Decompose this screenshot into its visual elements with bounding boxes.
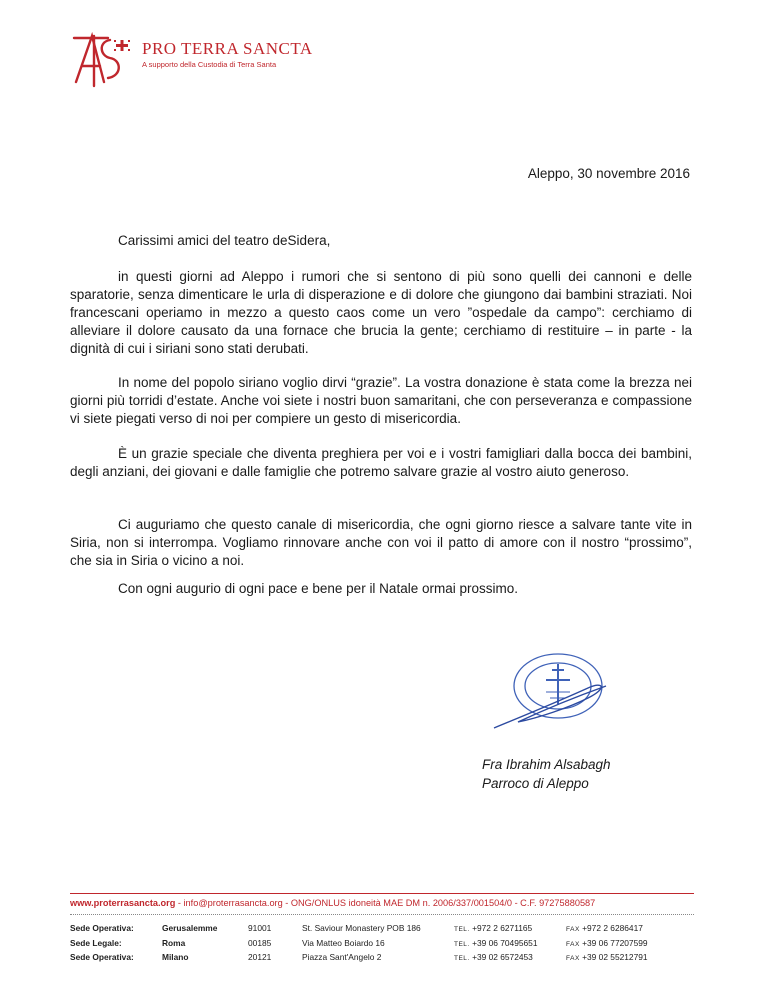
footer-dotted-divider (70, 914, 694, 915)
official-stamp-icon (488, 648, 618, 738)
letterhead-title: PRO TERRA SANCTA (142, 39, 313, 58)
signature-block (482, 755, 611, 793)
footer-divider (70, 893, 694, 894)
letter-paragraph-2: In nome del popolo siriano voglio dirvi “grazie”. La vostra donazione è stata come la brezza nei giorni più torridi d’estate. Anche voi siete i nostri buon samaritani, che con perseveranza e compassione vi siete piegati verso di noi per compiere un gesto di misericordia. (70, 375, 692, 426)
footer-office-row: Sede Legale: Roma 00185 Via Matteo Boiardo 16 TEL. +39 06 70495651 FAX +39 06 77207599 (70, 937, 648, 948)
letterhead-logo (70, 30, 313, 90)
footer-office-row: Sede Operativa: Milano 20121 Piazza Sant'Angelo 2 TEL. +39 02 6572453 FAX +39 02 55212791 (70, 952, 648, 962)
footer-office-row: Sede Operativa: Gerusalemme 91001 St. Saviour Monastery POB 186 TEL. +972 2 6271165 FAX +972 2 6286417 (70, 923, 643, 933)
letter-paragraph-3: È un grazie speciale che diventa preghiera per voi e i vostri famigliari dalla bocca dei bambini, degli anziani, dei giovani e dalle famiglie che potremo salvare grazie al vostro aiuto generoso. (70, 446, 692, 479)
footer-website-link[interactable]: www.proterrasancta.org (70, 898, 176, 908)
footer-legal-info: - info@proterrasancta.org - ONG/ONLUS idoneità MAE DM n. 2006/337/001504/0 - C.F. 97275880587 (175, 898, 596, 908)
letterhead-subtitle: A supporto della Custodia di Terra Santa (142, 60, 277, 69)
letter-paragraph-4: Ci auguriamo che questo canale di misericordia, che ogni giorno riesce a salvare tante vite in Siria, non si interrompa. Vogliamo rinnovare anche con voi il patto di amore con il nostro “prossimo”, che sia in Siria o vicino a noi. (70, 517, 692, 568)
letter-date: Aleppo, 30 novembre 2016 (527, 166, 690, 181)
footer-info-line (70, 898, 595, 908)
footer-offices (70, 922, 694, 966)
signature-name: Fra Ibrahim Alsabagh (482, 757, 611, 772)
signature-role: Parroco di Aleppo (482, 776, 589, 791)
jerusalem-cross-icon (114, 40, 130, 51)
letter-salutation: Carissimi amici del teatro deSidera, (118, 233, 331, 248)
letter-paragraph-5: Con ogni augurio di ogni pace e bene per il Natale ormai prossimo. (118, 581, 518, 596)
letter-paragraph-1: in questi giorni ad Aleppo i rumori che si sentono di più sono quelli dei cannoni e delle sparatorie, senza dimenticare le urla di disperazione e di dolore che giungono dai bambini straziati. Noi francescani operiamo in mezzo a questo caos come un vero ”ospedale da campo”: cerchiamo di alleviare il dolore causato da una fornace che brucia la gente; cerchiamo di restituire – in parte - la dignità di cui i siriani sono stati derubati. (70, 269, 692, 356)
pro-terra-sancta-logo-icon (70, 30, 134, 88)
